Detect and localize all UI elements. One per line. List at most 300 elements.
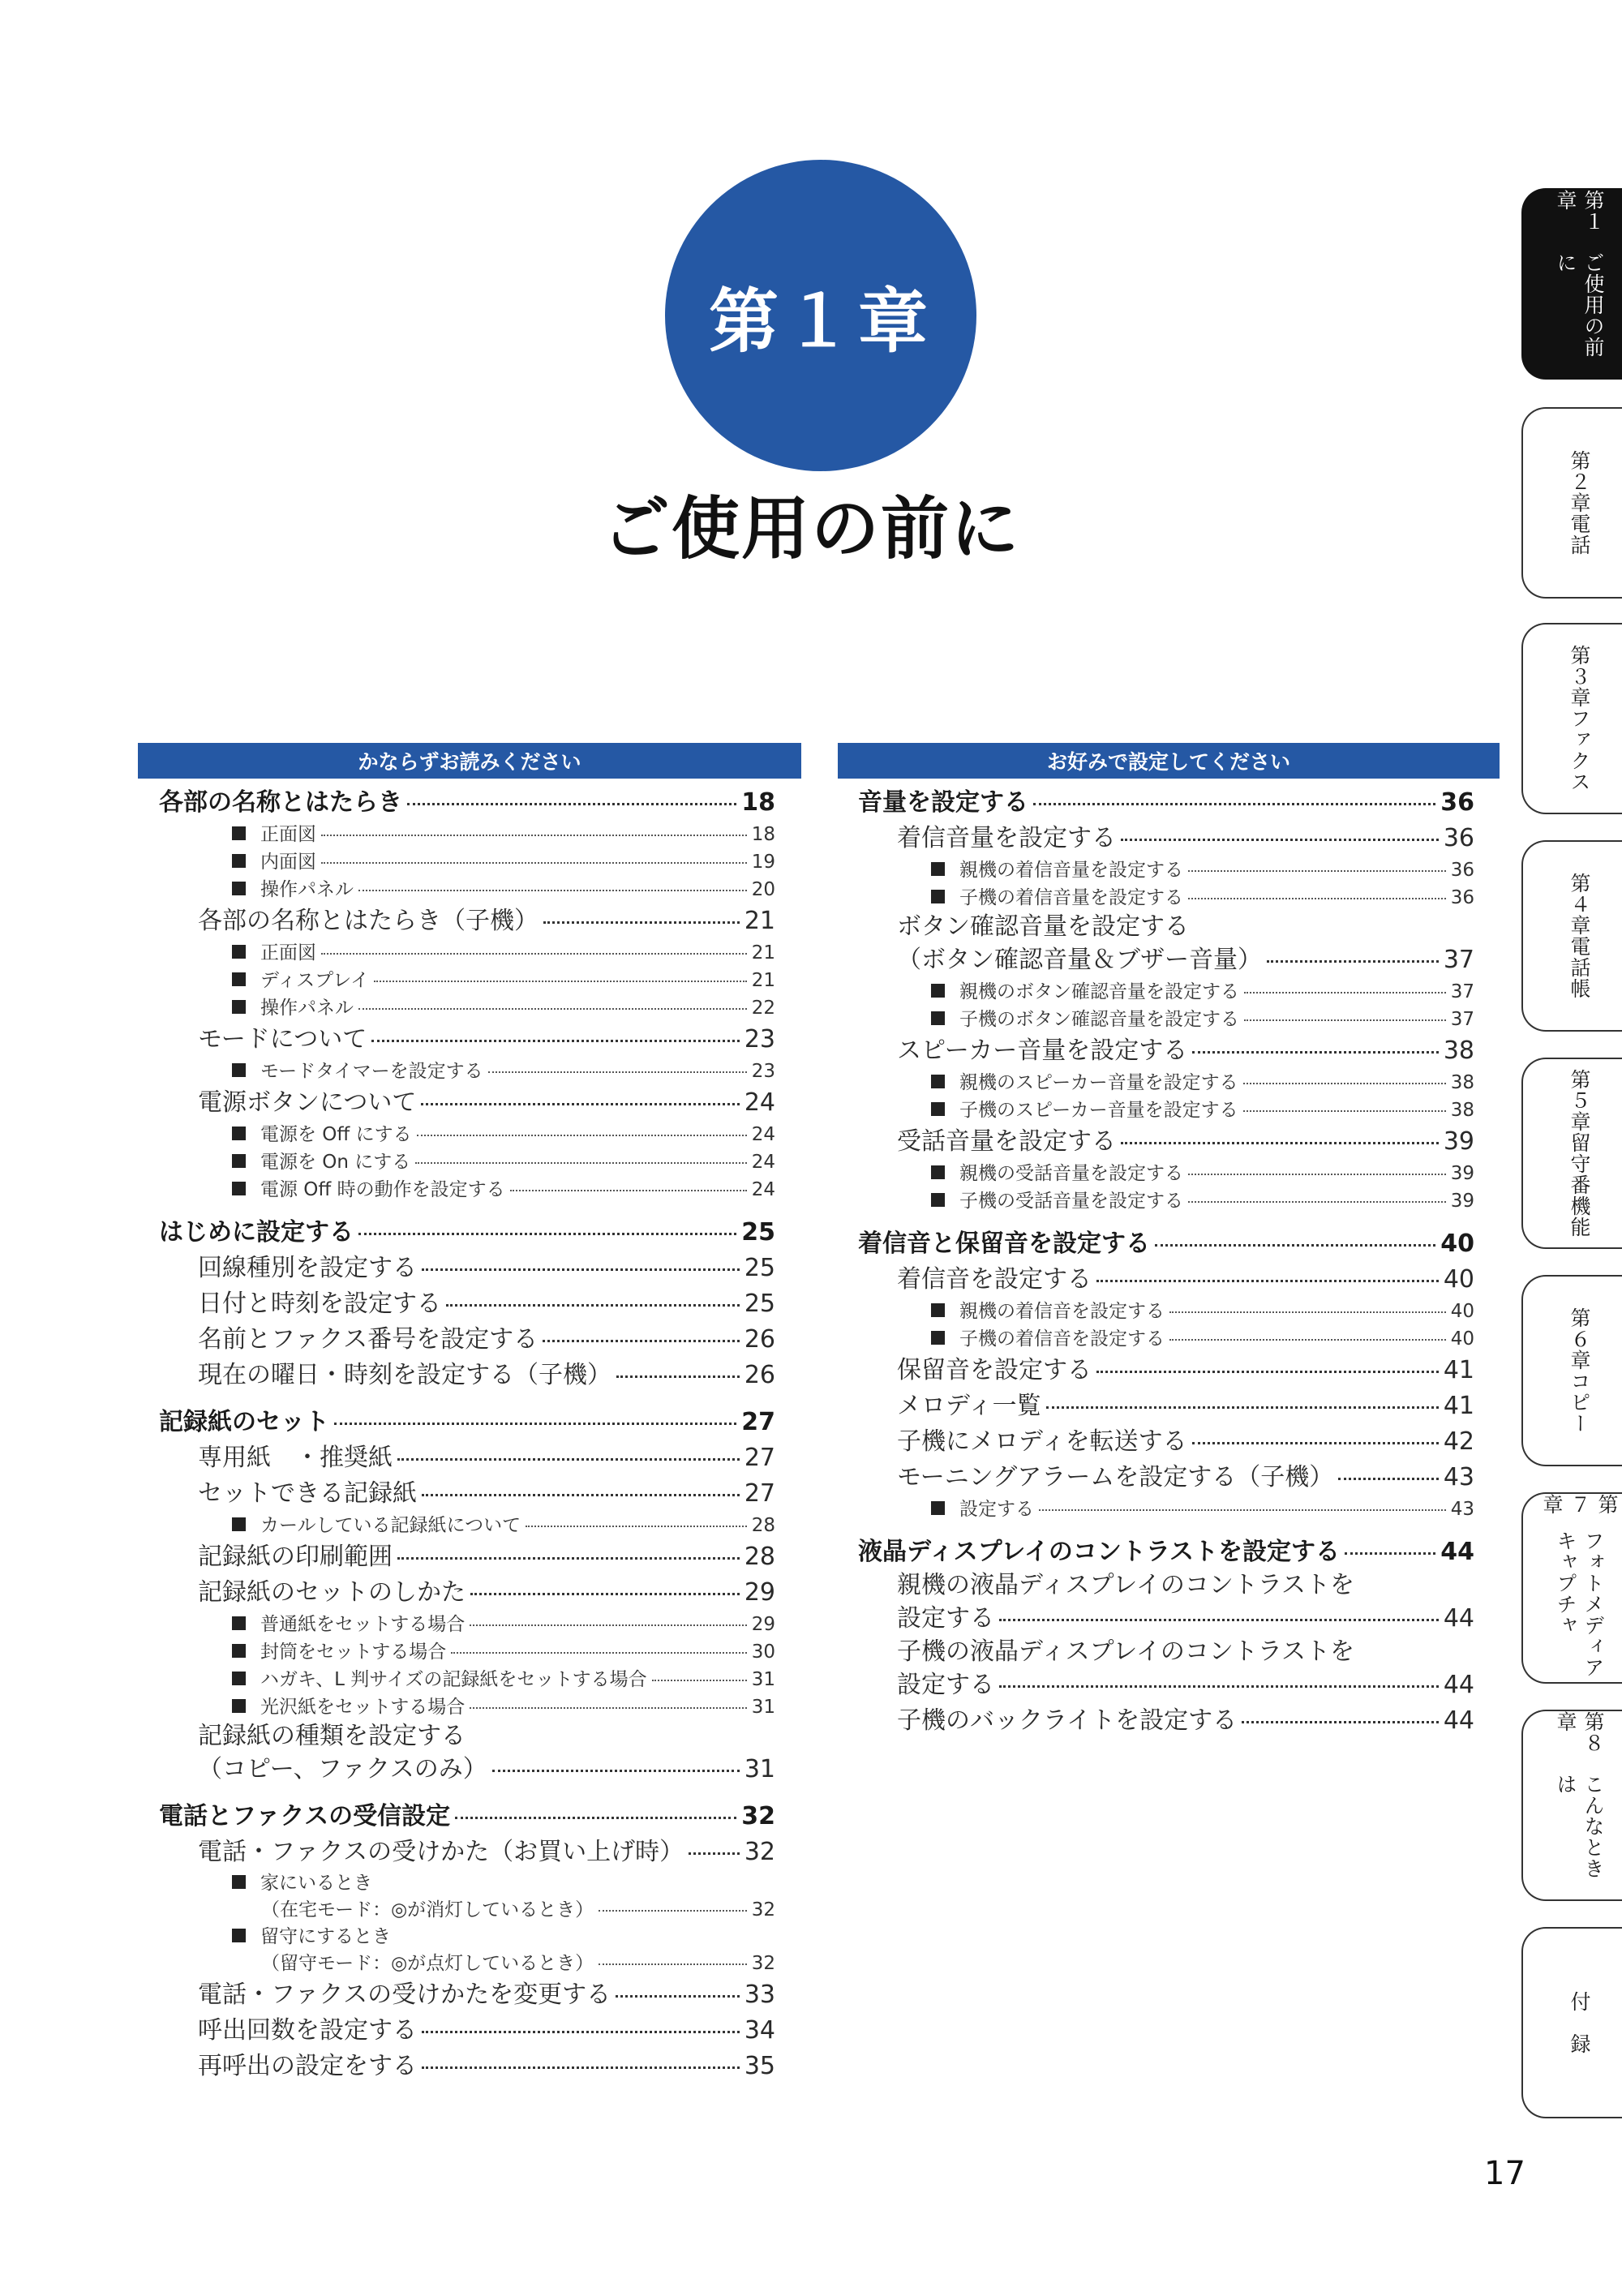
toc-entry-title: 親機の着信音を設定する — [959, 1301, 1165, 1322]
toc-entry[interactable] — [858, 1353, 1474, 1388]
toc-entry[interactable] — [159, 1148, 775, 1176]
toc-page-number: 40 — [1450, 1328, 1474, 1350]
chapter-badge: 第１章 — [665, 160, 976, 471]
toc-page-number: 25 — [741, 1218, 775, 1247]
dot-leader — [1033, 803, 1435, 805]
toc-page-number: 43 — [1450, 1499, 1474, 1520]
toc-entry-title: ディスプレイ — [260, 970, 370, 991]
toc-entry-title: 子機のボタン確認音量を設定する — [959, 1009, 1239, 1030]
square-bullet-icon — [232, 826, 246, 840]
page-title: ご使用の前に — [601, 489, 1020, 569]
toc-entry-title: 再呼出の設定をする — [198, 2052, 417, 2080]
toc-entry-title: 音量を設定する — [858, 788, 1028, 817]
toc-left-column — [159, 785, 775, 2084]
toc-entry[interactable] — [858, 1124, 1474, 1160]
toc-entry-title: 封筒をセットする場合 — [260, 1642, 447, 1663]
dot-leader — [1244, 992, 1446, 994]
dot-leader — [422, 1268, 740, 1271]
chapter-tab-label: 電話帳 — [1568, 936, 1591, 999]
dot-leader — [321, 835, 747, 836]
toc-entry[interactable] — [159, 1251, 775, 1286]
toc-page-number: 36 — [1443, 824, 1474, 852]
dot-leader — [417, 1135, 747, 1136]
toc-page-number: 22 — [751, 998, 775, 1019]
toc-entry-title: 電源を On にする — [260, 1152, 411, 1173]
toc-entry-title: 電話とファクスの受信設定 — [159, 1802, 451, 1830]
dot-leader — [1121, 839, 1439, 841]
toc-page-number: 34 — [744, 2016, 775, 2045]
toc-page-number: 31 — [751, 1669, 775, 1690]
toc-entry-title: 子機の着信音を設定する — [959, 1328, 1165, 1350]
toc-entry-title: 子機にメロディを転送する — [897, 1427, 1187, 1456]
square-bullet-icon — [232, 882, 246, 895]
toc-entry[interactable] — [858, 1160, 1474, 1187]
dot-leader — [1242, 1721, 1439, 1723]
toc-entry-title: 設定する — [897, 1671, 994, 1699]
toc-section-entry[interactable] — [858, 1534, 1474, 1570]
toc-entry[interactable] — [159, 903, 775, 939]
dot-leader — [1338, 1478, 1439, 1480]
toc-entry-title: 回線種別を設定する — [198, 1254, 417, 1282]
square-bullet-icon — [232, 1699, 246, 1713]
toc-entry-title: 各部の名称とはたらき — [159, 788, 402, 817]
dot-leader — [358, 1233, 736, 1235]
chapter-tab-label: 第８章 — [1554, 1711, 1605, 1753]
toc-entry[interactable] — [858, 1298, 1474, 1325]
dot-leader — [422, 2066, 740, 2069]
dot-leader — [1192, 1442, 1439, 1444]
toc-entry-title: 各部の名称とはたらき（子機） — [198, 907, 539, 935]
dot-leader — [397, 1557, 740, 1560]
dot-leader — [358, 890, 747, 891]
dot-leader — [374, 981, 747, 982]
square-bullet-icon — [931, 1075, 945, 1088]
dot-leader — [1243, 1110, 1446, 1112]
toc-entry-title: 光沢紙をセットする場合 — [260, 1697, 466, 1718]
dot-leader — [1192, 1051, 1439, 1054]
toc-entry[interactable] — [858, 884, 1474, 912]
toc-entry-title: 正面図 — [260, 942, 316, 963]
toc-page-number: 40 — [1450, 1301, 1474, 1322]
toc-entry[interactable] — [159, 1950, 775, 1977]
toc-page-number: 41 — [1443, 1356, 1474, 1384]
dot-leader — [599, 1963, 747, 1965]
dot-leader — [999, 1619, 1439, 1621]
toc-page-number: 33 — [744, 1981, 775, 2009]
square-bullet-icon — [232, 945, 246, 959]
toc-page-number: 37 — [1450, 1009, 1474, 1030]
toc-entry-title: ハガキ、L 判サイズの記録紙をセットする場合 — [260, 1669, 647, 1690]
chapter-tab-label: 第１章 — [1554, 190, 1605, 232]
toc-entry-title: 現在の曜日・時刻を設定する（子機） — [198, 1361, 611, 1389]
chapter-tab-label: 電話 — [1568, 513, 1591, 556]
dot-leader — [415, 1162, 746, 1164]
toc-entry[interactable] — [159, 1176, 775, 1204]
toc-entry[interactable] — [159, 994, 775, 1022]
square-bullet-icon — [931, 1303, 945, 1317]
dot-leader — [470, 1707, 746, 1709]
toc-entry[interactable] — [159, 1924, 775, 1950]
toc-entry[interactable] — [159, 1358, 775, 1393]
toc-entry-title: 普通紙をセットする場合 — [260, 1614, 466, 1635]
toc-entry[interactable] — [858, 978, 1474, 1006]
toc-entry[interactable] — [858, 1703, 1474, 1739]
toc-entry-title: はじめに設定する — [159, 1218, 354, 1247]
toc-page-number: 26 — [744, 1361, 775, 1389]
toc-page-number: 37 — [1450, 981, 1474, 1002]
dot-leader — [492, 1770, 740, 1772]
dot-leader — [689, 1852, 740, 1855]
toc-page-number: 28 — [751, 1515, 775, 1536]
toc-entry[interactable] — [858, 1097, 1474, 1124]
toc-entry[interactable] — [858, 1496, 1474, 1523]
toc-entry-title: 子機のスピーカー音量を設定する — [959, 1100, 1238, 1121]
dot-leader — [371, 1040, 740, 1042]
toc-page-number: 18 — [751, 824, 775, 845]
chapter-tab-7[interactable] — [1521, 1492, 1622, 1684]
chapter-tab-label: 第３章 — [1568, 645, 1591, 708]
toc-entry[interactable] — [159, 1638, 775, 1666]
toc-entry[interactable] — [858, 1006, 1474, 1033]
toc-entry-title: 正面図 — [260, 824, 316, 845]
toc-entry[interactable] — [159, 1575, 775, 1611]
toc-entry-title: 専用紙 ・推奨紙 — [198, 1444, 393, 1472]
toc-page-number: 44 — [1443, 1671, 1474, 1699]
dot-leader — [407, 803, 736, 805]
chapter-tab-label: 第４章 — [1568, 873, 1591, 936]
chapter-tab-2[interactable] — [1521, 407, 1622, 599]
toc-entry-title: スピーカー音量を設定する — [897, 1036, 1188, 1065]
toc-entry[interactable] — [858, 1637, 1474, 1667]
toc-entry-title: （留守モード：◎が点灯しているとき） — [261, 1953, 594, 1974]
toc-page-number: 39 — [1450, 1163, 1474, 1184]
toc-page-number: 25 — [744, 1290, 775, 1318]
square-bullet-icon — [232, 1517, 246, 1531]
square-bullet-icon — [232, 972, 246, 986]
dot-leader — [455, 1817, 736, 1819]
toc-entry-title: 親機のスピーカー音量を設定する — [959, 1072, 1238, 1093]
chapter-tab-label: 第７章 — [1540, 1494, 1619, 1515]
chapter-tab-label: フォトメディア キャプチャ — [1554, 1530, 1605, 1679]
toc-entry[interactable] — [159, 1870, 775, 1896]
toc-entry-title: 着信音量を設定する — [897, 824, 1116, 852]
toc-page-number: 24 — [751, 1179, 775, 1200]
toc-entry-title: 受話音量を設定する — [897, 1127, 1116, 1156]
toc-entry-title: 記録紙のセットのしかた — [198, 1578, 466, 1607]
dot-leader — [1169, 1311, 1446, 1313]
toc-entry[interactable] — [858, 1601, 1474, 1637]
toc-entry-title: モードタイマーを設定する — [260, 1061, 483, 1082]
toc-entry[interactable] — [858, 1667, 1474, 1703]
dot-leader — [358, 1008, 747, 1010]
square-bullet-icon — [232, 1154, 246, 1168]
toc-entry[interactable] — [159, 1977, 775, 2013]
toc-entry-title: 設定する — [959, 1499, 1034, 1520]
toc-entry[interactable] — [858, 821, 1474, 856]
toc-entry-title: 記録紙の種類を設定する — [198, 1722, 466, 1750]
toc-page-number: 44 — [1443, 1706, 1474, 1735]
toc-page-number: 25 — [744, 1254, 775, 1282]
square-bullet-icon — [232, 1127, 246, 1140]
toc-entry[interactable] — [159, 1666, 775, 1693]
square-bullet-icon — [232, 1672, 246, 1685]
toc-entry-title: 親機の液晶ディスプレイのコントラストを — [897, 1571, 1354, 1599]
toc-entry-title: 子機の受話音量を設定する — [959, 1191, 1183, 1212]
toc-entry[interactable] — [858, 1187, 1474, 1215]
toc-entry[interactable] — [159, 939, 775, 967]
square-bullet-icon — [931, 1011, 945, 1025]
toc-page-number: 32 — [751, 1899, 775, 1920]
toc-entry[interactable] — [159, 967, 775, 994]
dot-leader — [1121, 1142, 1439, 1144]
dot-leader — [1267, 960, 1439, 963]
toc-page-number: 29 — [744, 1578, 775, 1607]
dot-leader — [616, 1375, 740, 1378]
toc-entry-title: 留守にするとき — [260, 1926, 391, 1947]
toc-entry[interactable] — [159, 1085, 775, 1121]
toc-entry[interactable] — [159, 1693, 775, 1721]
dot-leader — [321, 862, 747, 864]
toc-section-entry[interactable] — [159, 785, 775, 821]
dot-leader — [1188, 1201, 1446, 1203]
chapter-tab-label: 第２章 — [1568, 450, 1591, 513]
toc-entry-title: 日付と時刻を設定する — [198, 1290, 441, 1318]
toc-entry-title: セットできる記録紙 — [198, 1479, 417, 1508]
toc-entry[interactable] — [159, 876, 775, 903]
square-bullet-icon — [232, 1875, 246, 1889]
toc-entry[interactable] — [858, 856, 1474, 884]
toc-entry[interactable] — [159, 1440, 775, 1476]
toc-page-number: 21 — [751, 970, 775, 991]
dot-leader — [334, 1423, 736, 1425]
square-bullet-icon — [232, 1644, 246, 1658]
toc-page-number: 38 — [1443, 1036, 1474, 1065]
dot-leader — [1345, 1552, 1435, 1555]
toc-entry[interactable] — [858, 1388, 1474, 1424]
toc-page-number: 40 — [1443, 1265, 1474, 1294]
chapter-tab-8[interactable] — [1521, 1710, 1622, 1901]
toc-entry-title: 着信音と保留音を設定する — [858, 1230, 1150, 1258]
toc-entry[interactable] — [159, 1752, 775, 1787]
toc-page-number: 36 — [1440, 788, 1474, 817]
toc-entry-title: （在宅モード：◎が消灯しているとき） — [261, 1899, 594, 1920]
toc-page-number: 31 — [751, 1697, 775, 1718]
dot-leader — [999, 1685, 1439, 1688]
toc-entry[interactable] — [159, 2013, 775, 2049]
toc-entry-title: 液晶ディスプレイのコントラストを設定する — [858, 1538, 1340, 1566]
dot-leader — [526, 1526, 747, 1527]
toc-page-number: 40 — [1440, 1230, 1474, 1258]
toc-entry-title: 記録紙の印刷範囲 — [198, 1543, 393, 1571]
dot-leader — [510, 1190, 747, 1191]
toc-entry-title: 子機のバックライトを設定する — [897, 1706, 1238, 1735]
toc-page-number: 39 — [1450, 1191, 1474, 1212]
toc-entry[interactable] — [858, 1069, 1474, 1097]
chapter-tab-label: コピー — [1568, 1371, 1591, 1434]
dot-leader — [652, 1680, 747, 1681]
toc-entry-title: モードについて — [198, 1025, 367, 1054]
right-section-header: お好みで設定してください — [838, 743, 1500, 779]
dot-leader — [1046, 1406, 1439, 1409]
toc-page-number: 19 — [751, 852, 775, 873]
toc-section-entry[interactable] — [159, 1405, 775, 1440]
toc-entry-title: 設定する — [897, 1604, 994, 1633]
toc-entry-title: ボタン確認音量を設定する — [897, 912, 1189, 941]
toc-entry[interactable] — [858, 1570, 1474, 1601]
toc-entry[interactable] — [159, 1611, 775, 1638]
square-bullet-icon — [931, 1165, 945, 1179]
toc-section-entry[interactable] — [159, 1215, 775, 1251]
dot-leader — [599, 1910, 747, 1912]
toc-page-number: 36 — [1450, 860, 1474, 881]
square-bullet-icon — [232, 1616, 246, 1630]
toc-entry-title: 着信音を設定する — [897, 1265, 1092, 1294]
toc-page-number: 38 — [1450, 1072, 1474, 1093]
toc-entry[interactable] — [159, 1121, 775, 1148]
toc-entry-title: モーニングアラームを設定する（子機） — [897, 1463, 1334, 1491]
toc-entry[interactable] — [159, 848, 775, 876]
toc-entry-title: 保留音を設定する — [897, 1356, 1092, 1384]
toc-section-entry[interactable] — [858, 785, 1474, 821]
toc-page-number: 28 — [744, 1543, 775, 1571]
dot-leader — [321, 953, 747, 955]
toc-entry[interactable] — [159, 1539, 775, 1575]
square-bullet-icon — [931, 984, 945, 998]
toc-page-number: 32 — [744, 1838, 775, 1866]
toc-entry-title: 親機の着信音量を設定する — [959, 860, 1183, 881]
chapter-tab-label: ファクス — [1568, 708, 1591, 792]
toc-page-number: 18 — [741, 788, 775, 817]
square-bullet-icon — [232, 854, 246, 868]
toc-entry-title: 操作パネル — [260, 879, 354, 900]
toc-page-number: 29 — [751, 1614, 775, 1635]
square-bullet-icon — [232, 1000, 246, 1014]
dot-leader — [470, 1624, 746, 1626]
toc-entry[interactable] — [858, 1460, 1474, 1496]
toc-page-number: 27 — [744, 1479, 775, 1508]
toc-page-number: 44 — [1443, 1604, 1474, 1633]
toc-entry[interactable] — [858, 1424, 1474, 1460]
chapter-tab-3[interactable] — [1521, 623, 1622, 814]
left-section-header: かならずお読みください — [138, 743, 801, 779]
toc-entry[interactable] — [159, 821, 775, 848]
toc-entry[interactable] — [858, 1262, 1474, 1298]
chapter-tab-label: 留守番機能 — [1568, 1132, 1591, 1238]
toc-section-entry[interactable] — [159, 1799, 775, 1835]
dot-leader — [488, 1071, 747, 1073]
toc-page-number: 26 — [744, 1325, 775, 1354]
toc-page-number: 30 — [751, 1642, 775, 1663]
toc-page-number: 27 — [741, 1408, 775, 1436]
toc-entry-title: 子機の液晶ディスプレイのコントラストを — [897, 1637, 1354, 1666]
toc-page-number: 24 — [744, 1088, 775, 1117]
dot-leader — [1244, 1019, 1446, 1021]
toc-page-number: 21 — [744, 907, 775, 935]
dot-leader — [1039, 1509, 1446, 1511]
toc-entry[interactable] — [159, 1896, 775, 1924]
toc-page-number: 27 — [744, 1444, 775, 1472]
dot-leader — [1188, 898, 1446, 899]
chapter-tab-label: こんなときは — [1554, 1774, 1605, 1880]
toc-entry[interactable] — [858, 1033, 1474, 1069]
chapter-tab-1[interactable] — [1521, 188, 1622, 380]
square-bullet-icon — [232, 1929, 246, 1942]
chapter-tab-label: ご使用の前に — [1554, 252, 1605, 358]
toc-page-number: 23 — [744, 1025, 775, 1054]
toc-page-number: 32 — [751, 1953, 775, 1974]
toc-entry-title: 家にいるとき — [260, 1873, 372, 1894]
toc-entry[interactable] — [159, 1022, 775, 1058]
toc-entry-title: 電源 Off 時の動作を設定する — [260, 1179, 505, 1200]
dot-leader — [1169, 1339, 1446, 1341]
chapter-tab-label: 第５章 — [1568, 1069, 1591, 1132]
square-bullet-icon — [232, 1063, 246, 1077]
toc-entry[interactable] — [159, 1721, 775, 1752]
toc-page-number: 32 — [741, 1802, 775, 1830]
toc-page-number: 44 — [1440, 1538, 1474, 1566]
dot-leader — [446, 1304, 740, 1307]
toc-page-number: 24 — [751, 1152, 775, 1173]
toc-entry-title: 記録紙のセット — [159, 1408, 329, 1436]
chapter-tab-5[interactable] — [1521, 1058, 1622, 1249]
toc-entry-title: （コピー、ファクスのみ） — [198, 1755, 487, 1783]
toc-entry-title: 電源を Off にする — [260, 1124, 412, 1145]
dot-leader — [422, 2031, 740, 2033]
dot-leader — [1188, 870, 1446, 872]
toc-entry-title: 呼出回数を設定する — [198, 2016, 417, 2045]
toc-entry[interactable] — [858, 912, 1474, 942]
toc-entry[interactable] — [159, 1058, 775, 1085]
toc-page-number: 31 — [744, 1755, 775, 1783]
dot-leader — [543, 1340, 740, 1342]
toc-entry[interactable] — [858, 1325, 1474, 1353]
toc-entry-title: 電源ボタンについて — [198, 1088, 417, 1117]
toc-entry-title: 電話・ファクスの受けかた（お買い上げ時） — [198, 1838, 684, 1866]
toc-entry[interactable] — [858, 942, 1474, 978]
toc-entry-title: 名前とファクス番号を設定する — [198, 1325, 539, 1354]
toc-entry[interactable] — [159, 1512, 775, 1539]
toc-entry[interactable] — [159, 1322, 775, 1358]
toc-entry-title: 内面図 — [260, 852, 316, 873]
chapter-tab-4[interactable] — [1521, 840, 1622, 1032]
chapter-tab-9[interactable] — [1521, 1927, 1622, 2118]
toc-entry-title: 親機のボタン確認音量を設定する — [959, 981, 1239, 1002]
toc-entry-title: カールしている記録紙について — [260, 1515, 521, 1536]
toc-entry[interactable] — [159, 1476, 775, 1512]
toc-entry[interactable] — [159, 1286, 775, 1322]
toc-section-entry[interactable] — [858, 1226, 1474, 1262]
toc-page-number: 38 — [1450, 1100, 1474, 1121]
dot-leader — [1243, 1083, 1446, 1084]
toc-page-number: 20 — [751, 879, 775, 900]
toc-page-number: 21 — [751, 942, 775, 963]
dot-leader — [451, 1652, 746, 1654]
toc-page-number: 35 — [744, 2052, 775, 2080]
toc-entry[interactable] — [159, 1835, 775, 1870]
toc-page-number: 42 — [1443, 1427, 1474, 1456]
chapter-tab-6[interactable] — [1521, 1275, 1622, 1466]
toc-page-number: 36 — [1450, 887, 1474, 908]
toc-entry-title: 電話・ファクスの受けかたを変更する — [198, 1981, 611, 2009]
toc-entry-title: 操作パネル — [260, 998, 354, 1019]
page-number: 17 — [1484, 2155, 1525, 2192]
toc-entry-title: メロディ一覧 — [897, 1392, 1041, 1420]
toc-entry[interactable] — [159, 2049, 775, 2084]
toc-page-number: 41 — [1443, 1392, 1474, 1420]
dot-leader — [1188, 1174, 1446, 1175]
toc-entry-title: 子機の着信音量を設定する — [959, 887, 1183, 908]
square-bullet-icon — [232, 1182, 246, 1195]
